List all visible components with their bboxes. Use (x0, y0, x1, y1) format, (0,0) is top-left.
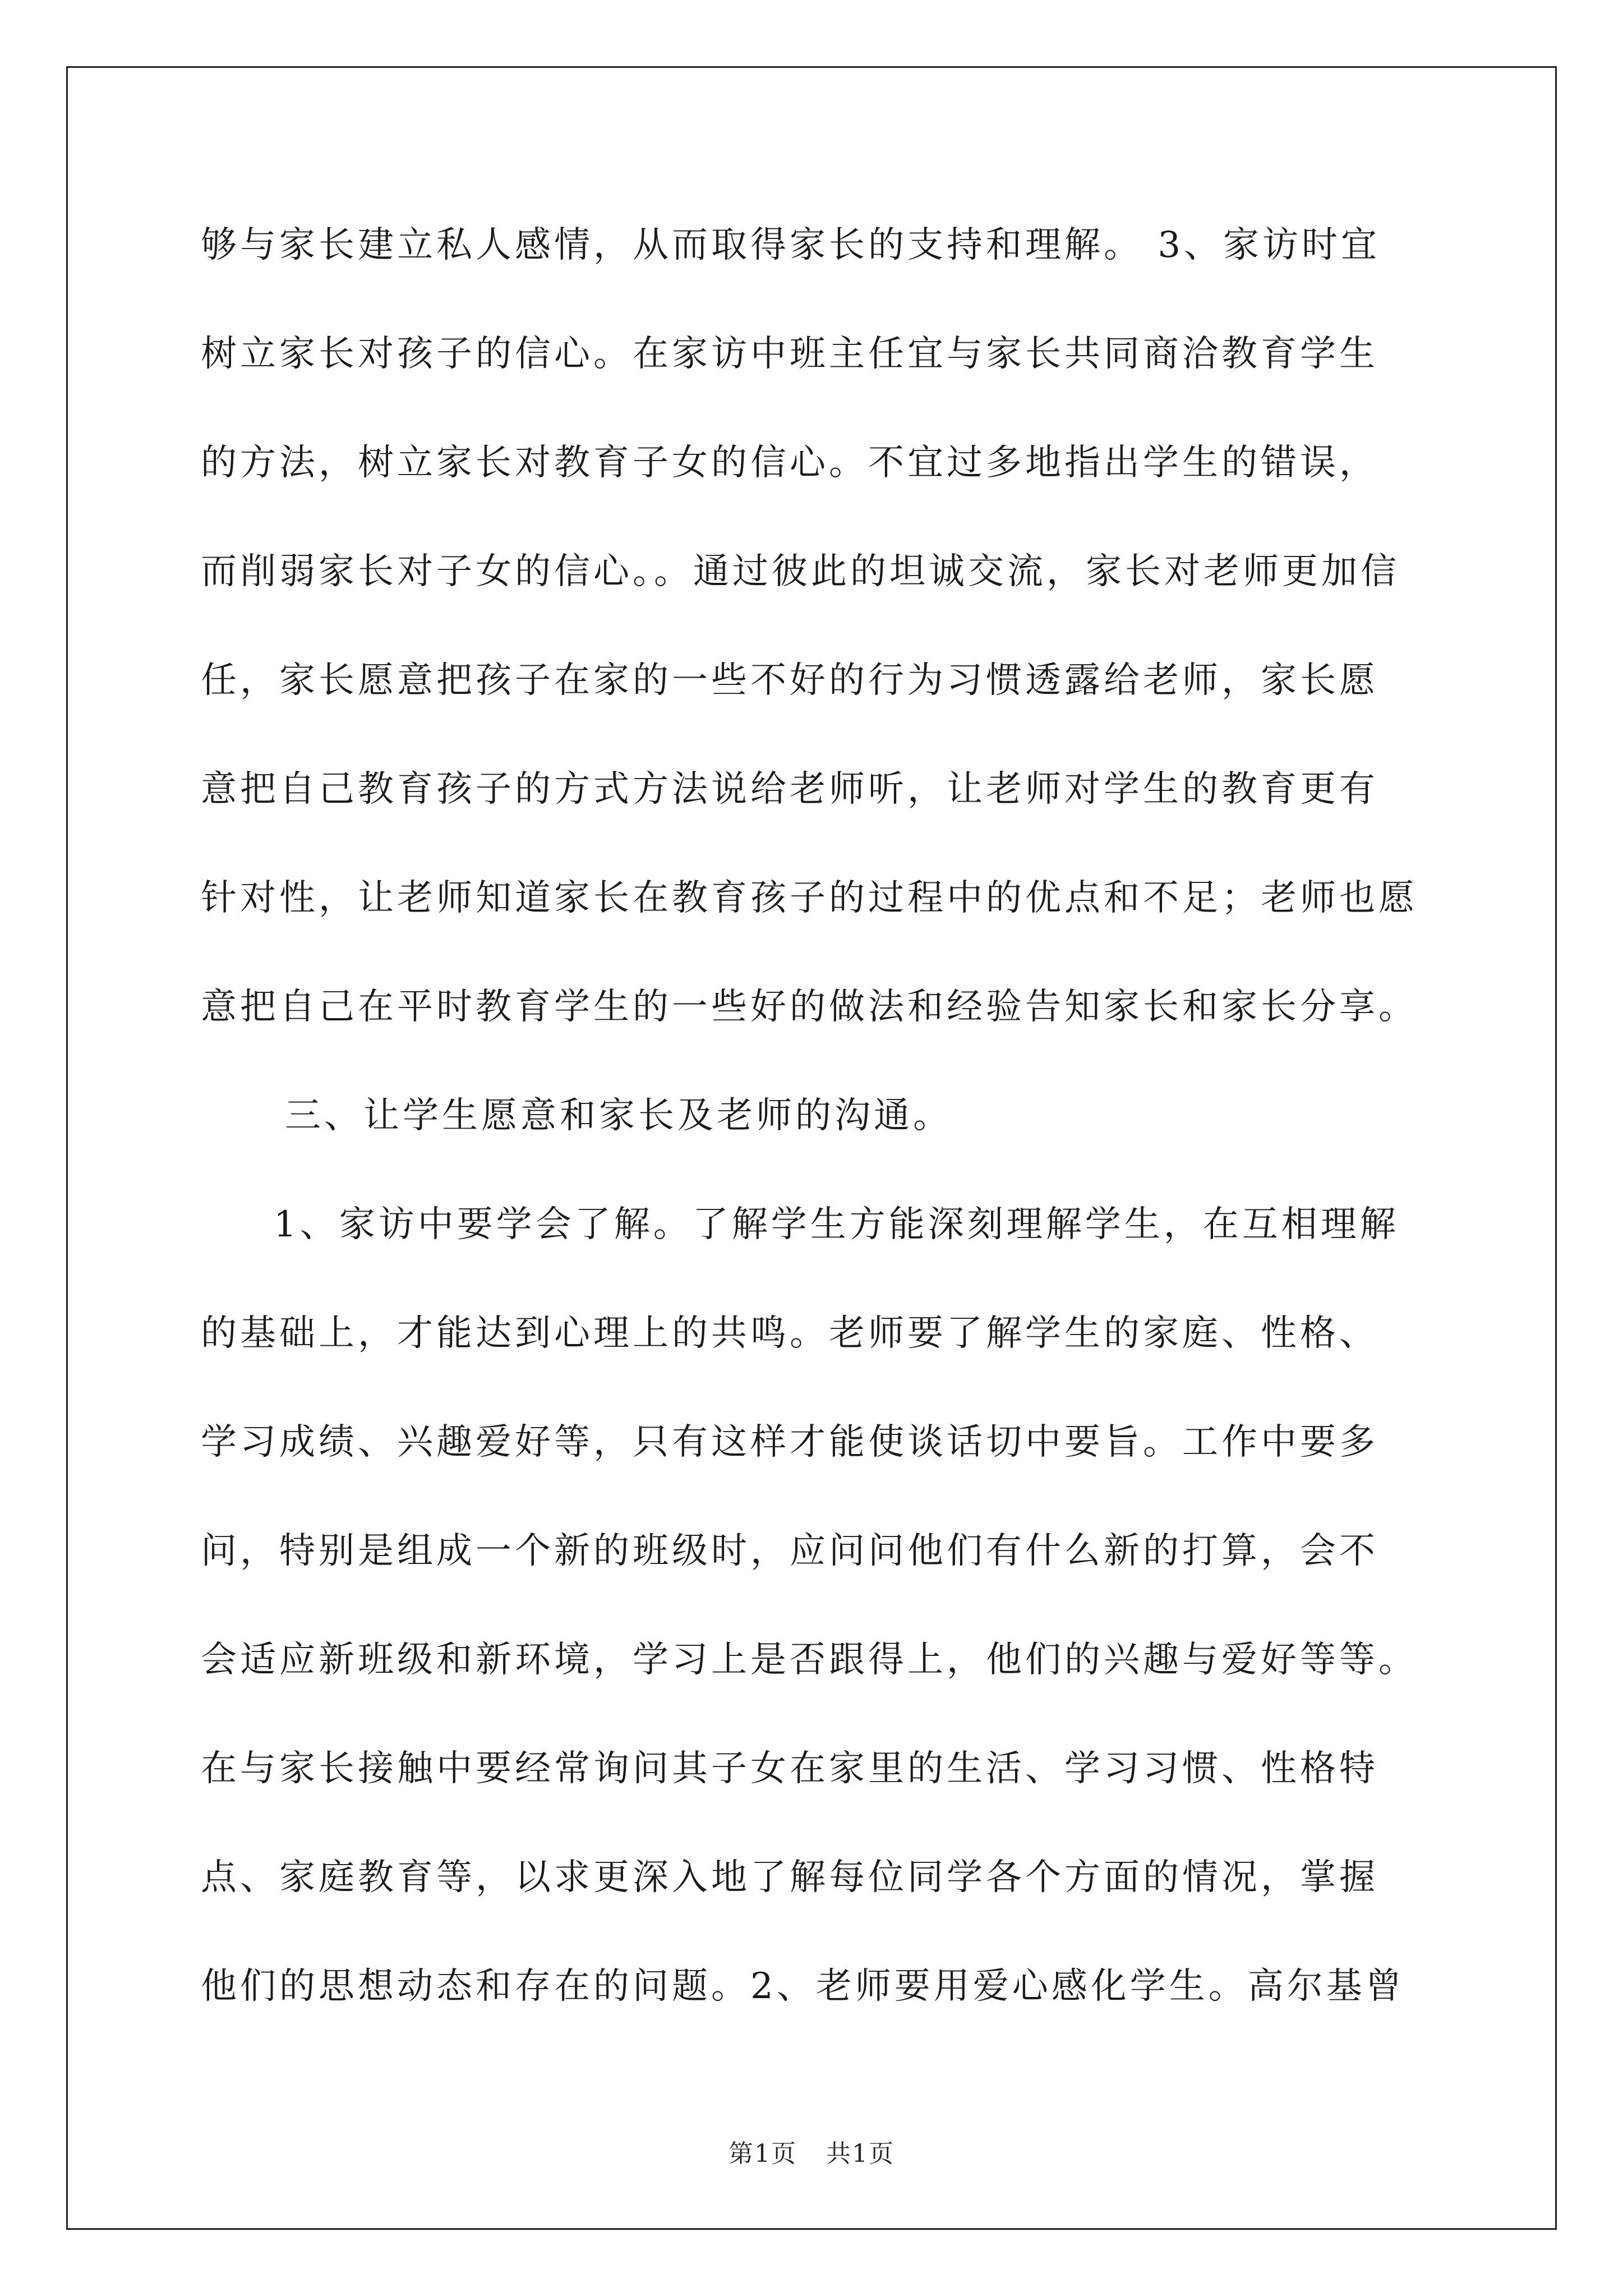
page-border (66, 66, 1557, 2230)
text-line: 够与家长建立私人感情，从而取得家长的支持和理解。 3、家访时宜 (201, 224, 1381, 266)
text-line: 的基础上，才能达到心理上的共鸣。老师要了解学生的家庭、性格、 (201, 1313, 1378, 1354)
text-line: 针对性，让老师知道家长在教育孩子的过程中的优点和不足；老师也愿 (201, 877, 1418, 919)
text-line: 的方法，树立家长对教育子女的信心。不宜过多地指出学生的错误， (201, 442, 1378, 484)
section-heading: 三、让学生愿意和家长及老师的沟通。 (285, 1095, 952, 1137)
text-line: 意把自己教育孩子的方式方法说给老师听，让老师对学生的教育更有 (201, 769, 1378, 810)
text-line: 而削弱家长对子女的信心。。通过彼此的坦诚交流，家长对老师更加信 (201, 551, 1400, 592)
text-line: 点、家庭教育等，以求更深入地了解每位同学各个方面的情况，掌握 (201, 1857, 1378, 1898)
text-line: 意把自己在平时教育学生的一些好的做法和经验告知家长和家长分享。 (201, 986, 1418, 1028)
text-line: 在与家长接触中要经常询问其子女在家里的生活、学习习惯、性格特 (201, 1748, 1378, 1789)
text-line: 问，特别是组成一个新的班级时，应问问他们有什么新的打算，会不 (201, 1530, 1378, 1572)
text-line: 任，家长愿意把孩子在家的一些不好的行为习惯透露给老师，家长愿 (201, 660, 1378, 701)
page-count: 共1页 (826, 2139, 895, 2168)
text-line: 他们的思想动态和存在的问题。2、老师要用爱心感化学生。高尔基曾 (201, 1966, 1405, 2007)
text-line: 1、家访中要学会了解。了解学生方能深刻理解学生，在互相理解 (274, 1204, 1399, 1245)
page-footer (0, 2137, 1623, 2171)
text-line: 会适应新班级和新环境，学习上是否跟得上，他们的兴趣与爱好等等。 (201, 1639, 1418, 1681)
text-line: 树立家长对孩子的信心。在家访中班主任宜与家长共同商洽教育学生 (201, 333, 1378, 375)
text-line: 学习成绩、兴趣爱好等，只有这样才能使谈话切中要旨。工作中要多 (201, 1421, 1378, 1463)
page-number: 第1页 (728, 2139, 797, 2168)
